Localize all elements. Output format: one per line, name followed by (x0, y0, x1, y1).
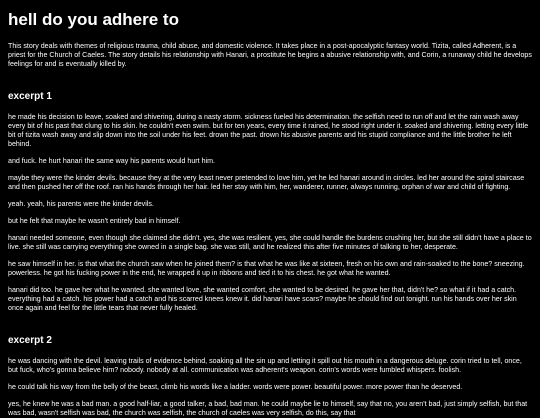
paragraph: yeah. yeah, his parents were the kinder devils. (8, 200, 154, 208)
paragraph: hanari did too. he gave her what he wanted. she wanted love, she wanted comfort, she wanted to be desired. he gave her that, didn't he? so what if it had a catch. everything had a catch. his power had a catch and his scarred knees knew it. did hanari have scars? maybe he should find out tonight. run his hands over her skin once again and feel for the little tears that never fully healed. (8, 286, 517, 312)
section-heading: excerpt 2 (8, 335, 52, 346)
paragraph: he could talk his way from the belly of the beast, climb his words like a ladder. words were power. beautiful power. more power than he deserved. (8, 383, 463, 391)
paragraph: he saw himself in her. is that what the church saw when he joined them? is that what he was like at sixteen, fresh on his own and rain-soaked to the bone? sneezing. powerless. he got his fucking power in the end, he wrapped it up in ribbons and tied it to his chest. he got what he wanted. (8, 260, 525, 277)
paragraph: maybe they were the kinder devils. because they at the very least never pretended to love him, yet he led hanari around in circles. led her around the spiral staircase and then pushed her off the roof. ran his hands through her hair. led her stay with him, her, wanderer, runner, always running, orphan of war and child of fighting. (8, 174, 525, 191)
section-excerpt-1 (8, 91, 532, 313)
paragraph: he made his decision to leave, soaked and shivering, during a nasty storm. sickness fueled his determination. the selfish need to run off and let the rain wash away every bit of his past that clung to his skin. he couldn't even swim. but for ten years, every time it rained, he stood right under it. soaked and shivering. letting every little bit of tizita wash away and slip down into the soil under his feet. drown the past. drown his abusive parents and his stupid compliance and the little brother he left behind. (8, 113, 529, 148)
paragraph: hanari needed someone, even though she claimed she didn't. yes, she was resilient, yes, she could handle the burdens crushing her, but she still didn't have a place to live. she still was carrying everything she owned in a single bag. she was still, and he realized this after five minutes of talking to her, desperate. (8, 234, 532, 251)
intro-paragraph: This story deals with themes of religious trauma, child abuse, and domestic violence. It takes place in a post-apocalyptic fantasy world. Tizita, called Adherent, is a priest for the Church of Caeles. The story details his relationship with Hanari, a prostitute he begins a abusive relationship with, and Corin, a runaway child he develops feelings for and is eventually killed by. (8, 42, 532, 68)
paragraph: yes, he knew he was a bad man. a good half-liar, a good talker, a bad, bad man. he could maybe lie to himself, say that no, you aren't bad, just simply selfish, but that was bad, wasn't selfish was bad, the church was selfish, the church of caeles was very selfish, do this, say that (8, 400, 528, 417)
page-title: hell do you adhere to (8, 10, 179, 29)
paragraph: but he felt that maybe he wasn't entirely bad in himself. (8, 217, 181, 225)
section-excerpt-2 (8, 335, 532, 418)
paragraph: he was dancing with the devil. leaving trails of evidence behind, soaking all the sin up and letting it spill out his mouth in a dangerous deluge. corin tried to tell, once, but fuck, who's gonna believe him? nobody. nobody at all. communication was adherent's weapon. corin's words were fumbled whispers. foolish. (8, 357, 522, 374)
paragraph: and fuck. he hurt hanari the same way his parents would hurt him. (8, 157, 216, 165)
section-heading: excerpt 1 (8, 91, 52, 102)
